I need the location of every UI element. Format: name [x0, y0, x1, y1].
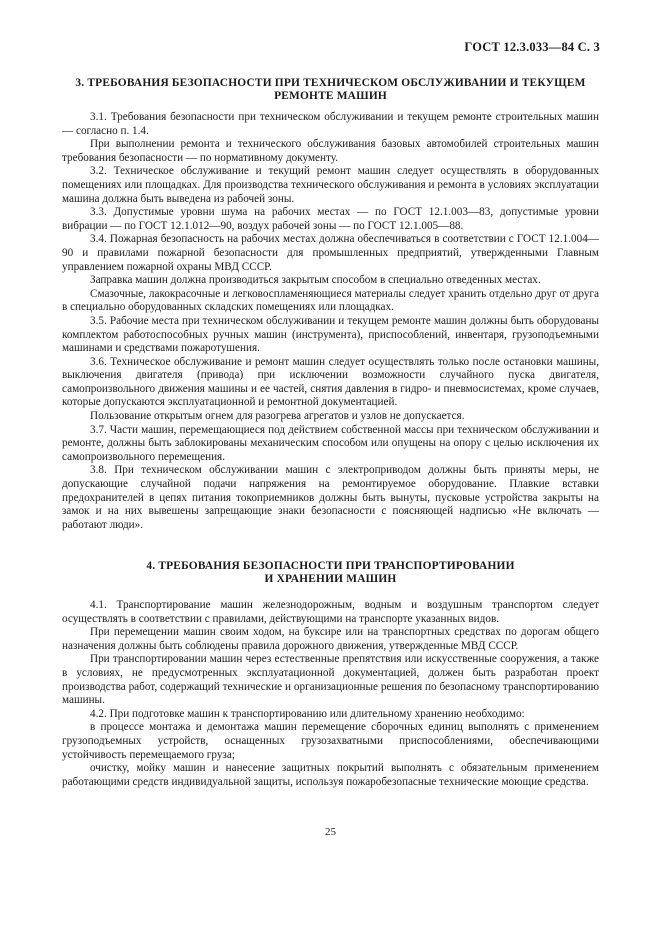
- paragraph: Заправка машин должна производиться закрытым способом в специально отведенных местах.: [90, 274, 541, 287]
- page-header-doc-ref: ГОСТ 12.3.033—84 С. 3: [464, 40, 600, 54]
- paragraph-3-5: 3.5. Рабочие места при техническом обслуживании и текущем ремонте машин должны быть оборудованы комплектом работоспособных ручных машин (инструмента), приспособлений, инвентаря, грузоподъемными машинами и средствами пожаротушения.: [62, 314, 599, 355]
- paragraph-4-1: 4.1. Транспортирование машин железнодорожным, водным и воздушным транспортом следует осуществлять в соответствии с правилами, действующими на транспорте указанных видов.: [62, 599, 599, 625]
- section-4-title-line-2: И ХРАНЕНИИ МАШИН: [264, 573, 397, 585]
- section-3-title: [62, 77, 599, 103]
- paragraph: При транспортировании машин через естественные препятствия или искусственные сооружения, а также в условиях, не предусмотренных эксплуатационной документацией, должен быть разработан проект производства работ, содержащий технические и организационные решения по безопасному транспортированию машины.: [62, 653, 599, 707]
- section-3-title-line-2: РЕМОНТЕ МАШИН: [274, 90, 387, 102]
- paragraph: Смазочные, лакокрасочные и легковоспламеняющиеся материалы следует хранить отдельно друг от друга в специально оборудованных складских помещениях или площадках.: [62, 287, 599, 314]
- section-4-title-line-1: 4. ТРЕБОВАНИЯ БЕЗОПАСНОСТИ ПРИ ТРАНСПОРТИРОВАНИИ: [146, 560, 515, 572]
- paragraph: При выполнении ремонта и технического обслуживания базовых автомобилей строительных машин требования безопасности — по нормативному документу.: [62, 138, 599, 164]
- paragraph-3-7: 3.7. Части машин, перемещающиеся под действием собственной массы при техническом обслуживании и ремонте, должны быть заблокированы механическим способом или опущены на опору с целью исключения их самопроизвольного перемещения.: [62, 423, 599, 463]
- page-number: 25: [325, 826, 336, 838]
- paragraph-3-2: 3.2. Техническое обслуживание и текущий ремонт машин следует осуществлять в оборудованных помещениях или площадках. Для производства технического обслуживания и ремонта в условиях эксплуатации машина должна быть выведена из рабочей зоны.: [62, 165, 599, 205]
- paragraph-3-1: 3.1. Требования безопасности при техническом обслуживании и текущем ремонте строительных машин — согласно п. 1.4.: [62, 111, 599, 137]
- paragraph-4-2: 4.2. При подготовке машин к транспортированию или длительному хранению необходимо:: [90, 707, 525, 720]
- paragraph-3-8: 3.8. При техническом обслуживании машин с электроприводом должны быть приняты меры, не допускающие случайной подачи напряжения на ремонтируемое оборудование. Плавкие вставки предохранителей в цепях питания токоприемников должны быть вынуты, пусковые устройства закрыты на замок и на них вывешены запрещающие знаки безопасности с поясняющей надписью «Не включать — работают люди».: [62, 464, 599, 531]
- paragraph: При перемещении машин своим ходом, на буксире или на транспортных средствах по дорогам общего назначения должны быть соблюдены правила дорожного движения, утвержденные МВД СССР.: [62, 626, 599, 652]
- paragraph: в процессе монтажа и демонтажа машин перемещение сборочных единиц выполнять с применением грузоподъемных устройств, оснащенных грузозахватными приспособлениями, обеспечивающими устойчивость перемещаемого груза;: [62, 721, 599, 761]
- paragraph-3-4: 3.4. Пожарная безопасность на рабочих местах должна обеспечиваться в соответствии с ГОСТ 12.1.004—90 и правилами пожарной безопасности для промышленных предприятий, утвержденными Главным управлением пожарной охраны МВД СССР.: [62, 233, 599, 273]
- paragraph-3-6: 3.6. Техническое обслуживание и ремонт машин следует осуществлять только после остановки машины, выключения двигателя (привода) при исключении возможности случайного пуска двигателя, самопроизвольного движения машины и ее частей, снятия давления в гидро- и пневмосистемах, кроме случаев, которые допускаются эксплуатационной и ремонтной документацией.: [62, 355, 599, 409]
- section-4-title: [62, 560, 599, 586]
- section-3-title-line-1: 3. ТРЕБОВАНИЯ БЕЗОПАСНОСТИ ПРИ ТЕХНИЧЕСКОМ ОБСЛУЖИВАНИИ И ТЕКУЩЕМ: [75, 77, 586, 89]
- section-4-body: [62, 599, 599, 789]
- paragraph: очистку, мойку машин и нанесение защитных покрытий выполнять с обязательным применением работающими средств индивидуальной защиты, используя пожаробезопасные технические моющие средства.: [62, 762, 599, 788]
- paragraph-3-3: 3.3. Допустимые уровни шума на рабочих местах — по ГОСТ 12.1.003—83, допустимые уровни вибрации — по ГОСТ 12.1.012—90, воздух рабочей зоны — по ГОСТ 12.1.005—88.: [62, 206, 599, 232]
- section-3-body: [62, 111, 599, 532]
- paragraph: Пользование открытым огнем для разогрева агрегатов и узлов не допускается.: [90, 410, 465, 423]
